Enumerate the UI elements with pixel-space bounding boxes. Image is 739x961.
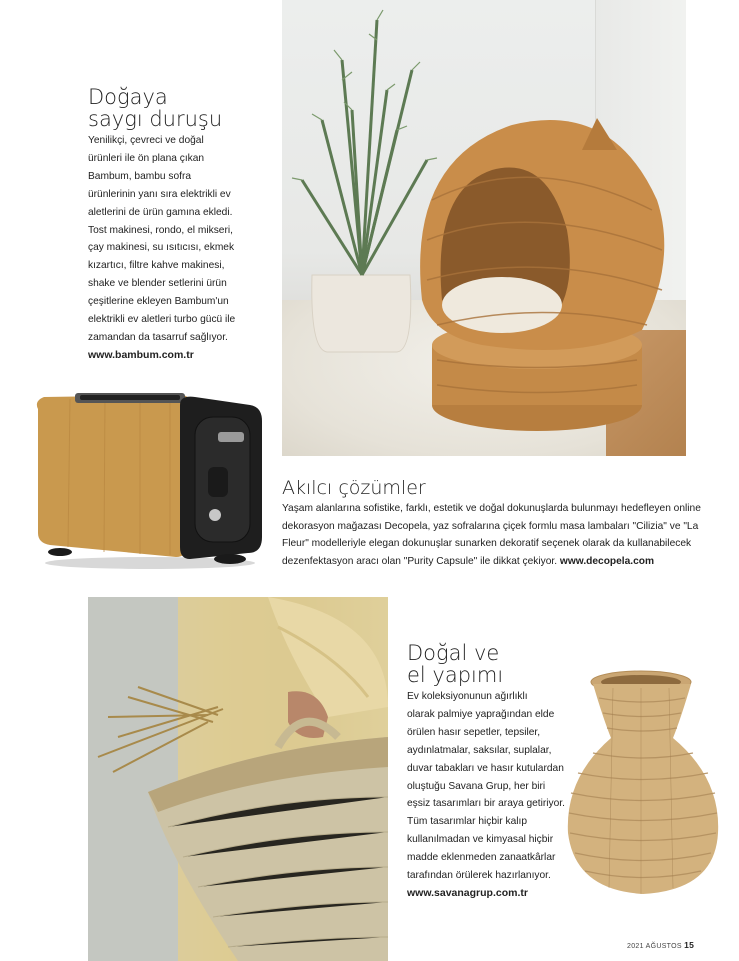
section1-line: kızartıcı, filtre kahve makinesi, (88, 260, 225, 272)
section1-title-line2: saygı duruşu (88, 107, 223, 131)
section1-title (88, 86, 222, 130)
toaster-photo (30, 387, 265, 572)
section3-body (407, 688, 577, 903)
section2-line: dekorasyon mağazası Decopela, yaz sofralarına çiçek formlu masa lambaları "Cilizia" ve "La (282, 520, 699, 532)
section1-line: zamandan da tasarruf sağlıyor. (88, 331, 228, 343)
page-number: 15 (684, 940, 695, 950)
section2-line: Yaşam alanlarına sofistike, farklı, estetik ve doğal dokunuşlarda bulunmayı hedefleyen online (282, 503, 701, 514)
section1-line: çay makinesi, su ısıtıcısı, ekmek (88, 242, 235, 254)
section1-line: elektrikli ev aletleri turbo gücü ile (88, 314, 236, 326)
section3-title-line2: el yapımı (407, 663, 504, 687)
section1-line: çeşitlerine ekleyen Bambum'un (88, 296, 229, 308)
page-footer (627, 940, 694, 950)
section3-line: eşsiz tasarımları bir araya getiriyor. (407, 798, 565, 810)
straw-bag-illustration (88, 597, 388, 961)
section1-line: ürünleri ile ön plana çıkan (88, 152, 205, 164)
section1-line: aletlerini de ürün gamına ekledi. (88, 206, 233, 218)
woven-vase-illustration (563, 668, 723, 900)
section2-line: Fleur" modelleriyle elegan dokunuşlar sunarken dekoratif seçenek olarak da kullanabilecek (282, 538, 692, 550)
section3-line: aydınlatmalar, saksılar, suplalar, (407, 744, 552, 756)
cat-bed-illustration (282, 0, 686, 456)
section3-line: oluştuğu Savana Grup, her biri (407, 780, 546, 792)
section3-line: kullanılmadan ve kimyasal hiçbir (407, 834, 554, 846)
section1-line: Bambum, bambu sofra (88, 170, 192, 182)
section2-body (282, 500, 722, 570)
section3-line: duvar tabakları ve hasır kutulardan (407, 762, 564, 774)
section2-last-line: dezenfektasyon aracı olan "Purity Capsule" ile dikkat çekiyor. (282, 555, 560, 567)
cat-bed-photo (282, 0, 686, 456)
decopela-link[interactable]: www.decopela.com (559, 555, 655, 567)
section3-title-line1: Doğal ve (407, 641, 500, 665)
straw-bag-photo (88, 597, 388, 961)
savanagrup-link[interactable]: www.savanagrup.com.tr (407, 886, 528, 899)
section3-line: tarafından örülerek hazırlanıyor. (407, 870, 551, 882)
section1-title-line1: Doğaya (88, 85, 168, 109)
section3-line: örülen hasır sepetler, tepsiler, (407, 726, 541, 738)
section3-line: madde eklenmeden zanaatkârlar (407, 852, 556, 864)
section3-line: olarak palmiye yaprağından elde (407, 708, 555, 720)
issue-date: 2021 AĞUSTOS (627, 943, 682, 950)
section1-line: ürünlerinin yanı sıra elektrikli ev (88, 188, 231, 200)
section3-line: Ev koleksiyonunun ağırlıklı (407, 691, 528, 702)
bamboo-toaster-illustration (30, 387, 265, 572)
section2-line (282, 553, 722, 571)
section1-line: Tost makinesi, rondo, el mikseri, (88, 224, 233, 236)
section3-line: Tüm tasarımlar hiçbir kalıp (407, 816, 528, 828)
section1-line: Yenilikçi, çevreci ve doğal (88, 135, 204, 146)
bambum-link[interactable]: www.bambum.com.tr (88, 348, 194, 361)
section1-line: shake ve blender setlerini ürün (88, 278, 227, 290)
section1-body (88, 132, 278, 365)
section3-title (407, 642, 503, 686)
section2-title: Akılcı çözümler (282, 477, 426, 499)
woven-vase-photo (563, 668, 723, 900)
